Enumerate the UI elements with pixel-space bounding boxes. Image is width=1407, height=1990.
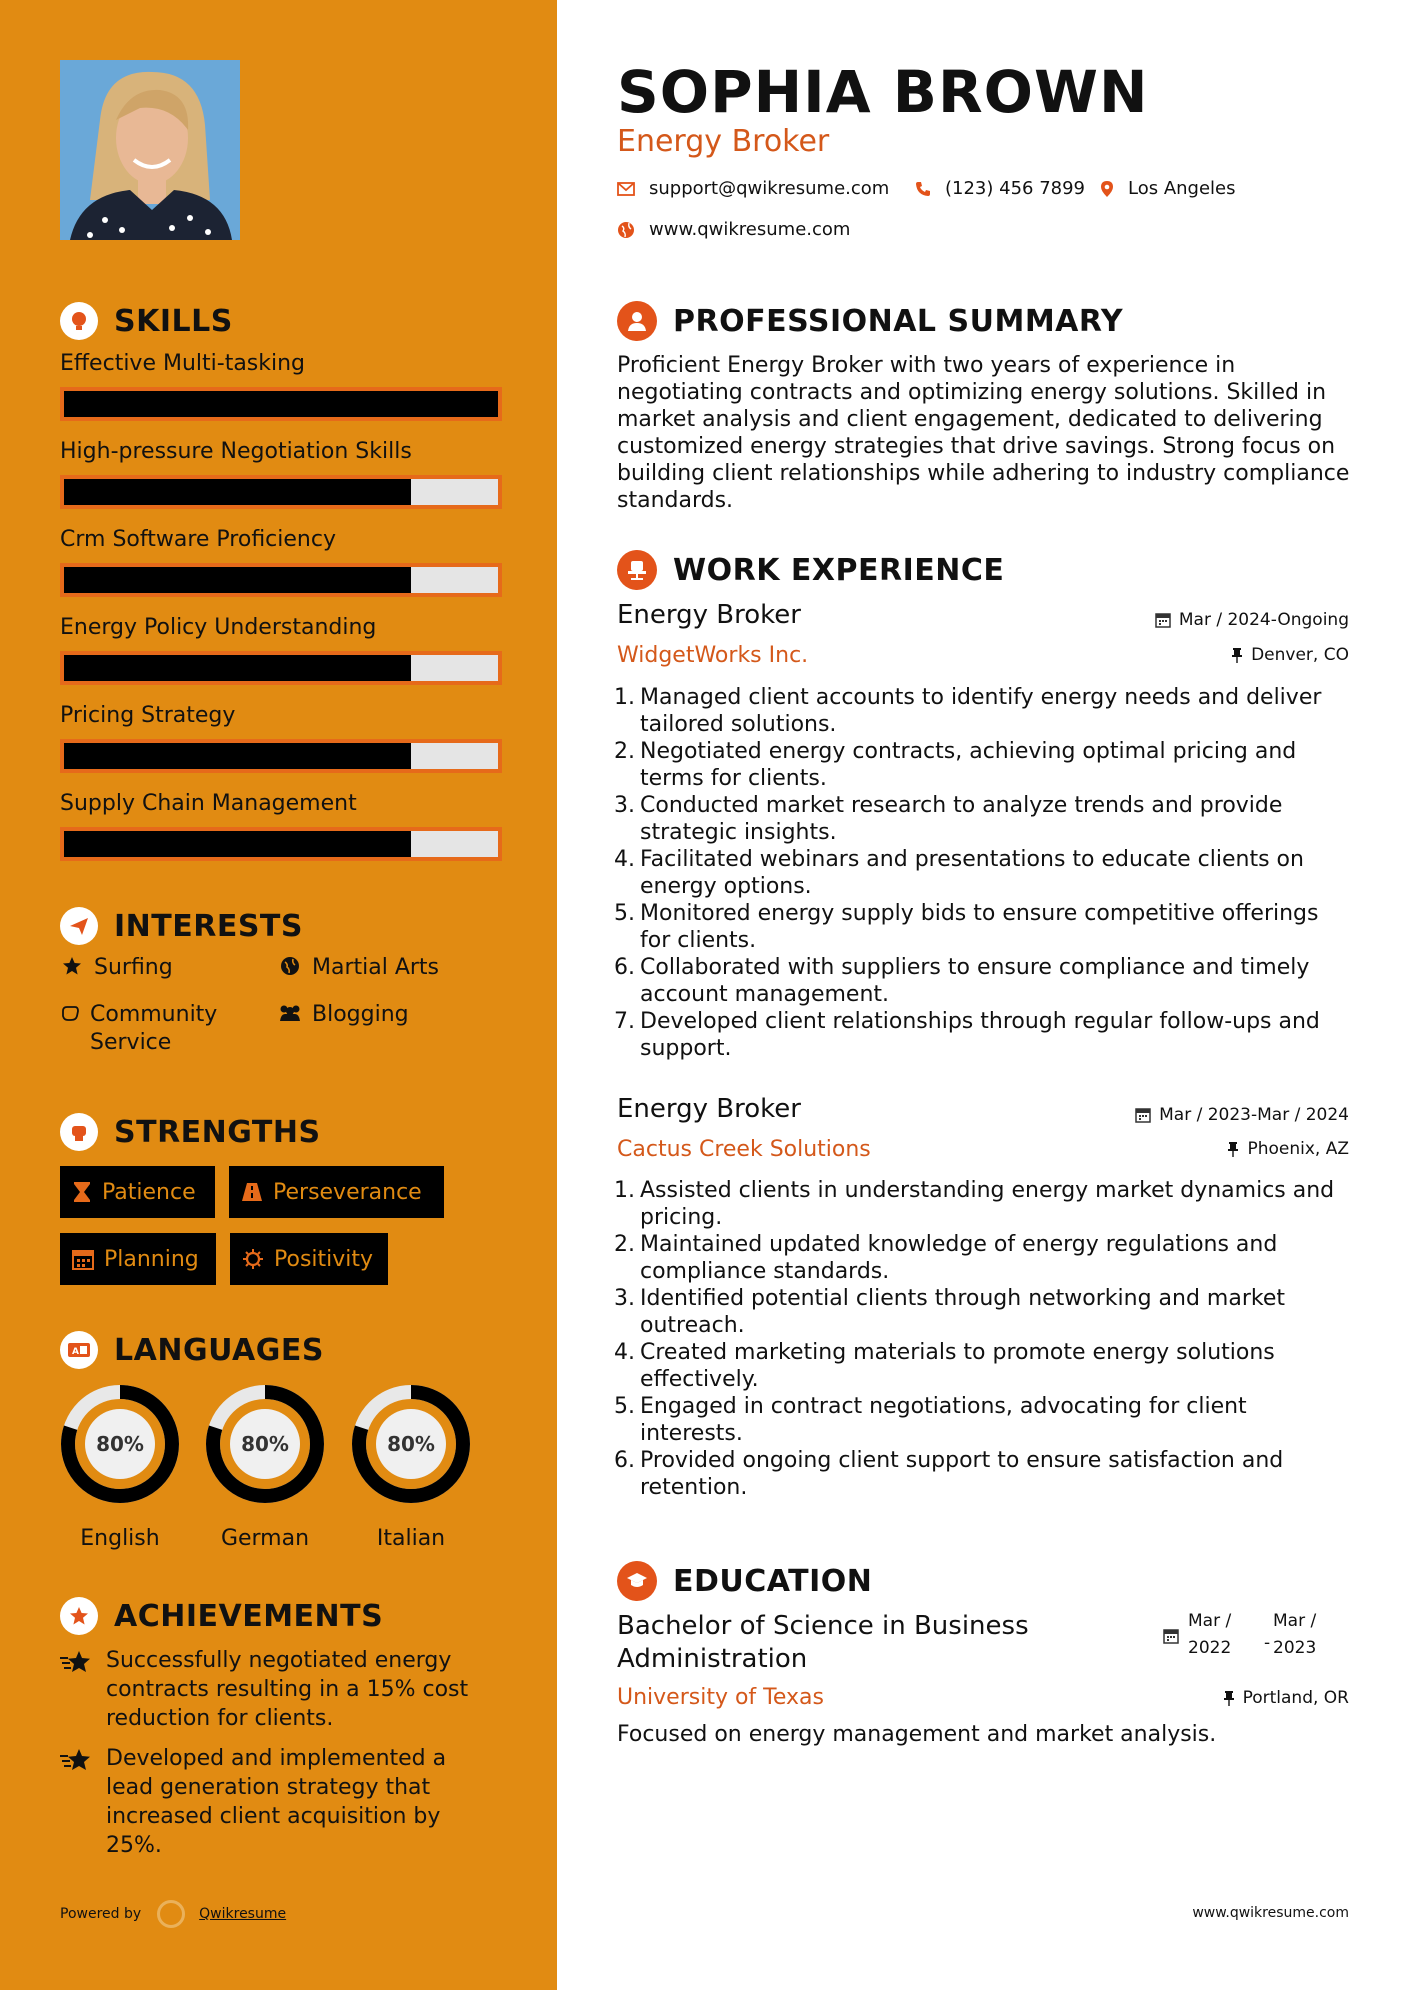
strengths-section [60, 1112, 505, 1296]
interest-label: Community Service [90, 1002, 218, 1055]
globe-icon [617, 221, 635, 239]
profile-photo [60, 60, 240, 240]
skill-item [60, 701, 505, 773]
interests-grid [60, 954, 505, 1074]
skill-item [60, 349, 505, 421]
strength-badge [229, 1166, 444, 1218]
skill-item [60, 525, 505, 597]
education-title: EDUCATION [673, 1563, 873, 1599]
interests-header [60, 906, 505, 946]
education-date-separator: - [1264, 1633, 1271, 1653]
job-bullet: 1. Managed client accounts to identify energy needs and deliver tailored solutions. [614, 685, 1322, 737]
interest-item [60, 954, 173, 982]
skill-label: Supply Chain Management [60, 791, 357, 816]
skill-fill [64, 391, 498, 417]
summary-title: PROFESSIONAL SUMMARY [673, 303, 1124, 339]
job-location-text: Phoenix, AZ [1247, 1139, 1349, 1159]
achievements-section [60, 1596, 505, 1866]
trophy-star-icon [60, 1744, 94, 1860]
job-bullets [610, 684, 1355, 1062]
language-percent: 80% [376, 1409, 446, 1479]
education-start-date: Mar / 2022 [1188, 1611, 1232, 1658]
interest-label: Martial Arts [312, 955, 440, 980]
skill-fill [64, 831, 411, 857]
skills-header [60, 301, 505, 341]
interest-label: Surfing [94, 955, 173, 980]
skills-section [60, 301, 505, 877]
sun-icon [242, 1248, 264, 1270]
job-bullet: 5. Engaged in contract negotiations, advocating for client interests. [614, 1394, 1247, 1446]
candidate-name: SOPHIA BROWN [617, 58, 1149, 126]
interest-item [278, 1001, 409, 1029]
footer-website[interactable]: www.qwikresume.com [1192, 1905, 1349, 1921]
language-name: English [80, 1526, 160, 1551]
job-bullet: 6. Collaborated with suppliers to ensure compliance and timely account management. [614, 955, 1310, 1007]
road-icon [241, 1182, 263, 1202]
job-bullet: 3. Conducted market research to analyze trends and provide strategic insights. [614, 793, 1283, 845]
skill-bar [60, 563, 502, 597]
powered-by [60, 1900, 286, 1928]
strengths-header [60, 1112, 505, 1152]
interest-item [60, 1001, 260, 1057]
hourglass-icon [72, 1181, 92, 1203]
achievement-item [60, 1744, 480, 1860]
education-degree: Bachelor of Science in Business Administration [617, 1611, 1029, 1674]
powered-by-label: Powered by [60, 1906, 142, 1922]
skills-list [60, 349, 505, 861]
trophy-star-icon [60, 1646, 94, 1733]
globe-icon [278, 954, 302, 982]
education-end-date: Mar / 2023 [1273, 1611, 1317, 1658]
strength-badge [60, 1166, 215, 1218]
language-ring [205, 1384, 325, 1504]
qwikresume-logo-icon [157, 1900, 185, 1928]
location-text: Los Angeles [1128, 178, 1236, 199]
job-company: Cactus Creek Solutions [617, 1137, 871, 1162]
job-bullets [610, 1177, 1355, 1501]
strength-label: Positivity [274, 1246, 374, 1272]
skill-bar [60, 651, 502, 685]
skill-fill [64, 655, 411, 681]
language-percent: 80% [85, 1409, 155, 1479]
language-name: Italian [376, 1526, 446, 1551]
language-item [205, 1384, 325, 1551]
job-dates-text: Mar / 2023-Mar / 2024 [1159, 1105, 1349, 1125]
skill-fill [64, 567, 411, 593]
user-icon [617, 301, 657, 341]
calendar-icon [1135, 1107, 1151, 1123]
skill-bar [60, 739, 502, 773]
interests-title: INTERESTS [114, 908, 303, 944]
skill-bar [60, 387, 502, 421]
language-ring [351, 1384, 471, 1504]
graduation-icon [617, 1561, 657, 1601]
skill-item [60, 789, 505, 861]
achievements-header [60, 1596, 505, 1636]
strength-label: Patience [102, 1179, 196, 1205]
strength-label: Perseverance [273, 1179, 422, 1205]
job-bullet: 6. Provided ongoing client support to ensure satisfaction and retention. [614, 1448, 1284, 1500]
job-location [1227, 1139, 1349, 1159]
strength-label: Planning [104, 1246, 199, 1272]
strengths-title: STRENGTHS [114, 1114, 321, 1150]
languages-grid [60, 1384, 505, 1564]
strength-badge [60, 1233, 216, 1285]
svg-text:A: A [72, 1347, 79, 1357]
job-location [1231, 645, 1349, 665]
contact-email[interactable] [617, 178, 889, 199]
pushpin-icon [1227, 1141, 1239, 1157]
achievement-item [60, 1646, 480, 1733]
education-header [617, 1560, 872, 1602]
award-icon [60, 1597, 98, 1635]
job-title: Energy Broker [617, 1094, 801, 1124]
strengths-grid [60, 1166, 505, 1296]
email-text: support@qwikresume.com [649, 178, 890, 199]
language-ring [60, 1384, 180, 1504]
website-text: www.qwikresume.com [649, 219, 851, 240]
paper-plane-icon [60, 907, 98, 945]
experience-header [617, 549, 1004, 591]
envelope-icon [617, 182, 635, 196]
skill-label: Effective Multi-tasking [60, 351, 306, 376]
hand-icon [60, 1001, 80, 1057]
education-location [1223, 1688, 1349, 1708]
contact-website[interactable] [617, 219, 850, 240]
education-school: University of Texas [617, 1685, 824, 1710]
interest-label: Blogging [312, 1002, 409, 1027]
summary-header [617, 300, 1123, 342]
experience-title: WORK EXPERIENCE [673, 552, 1005, 588]
language-item [351, 1384, 471, 1551]
job-dates [1135, 1105, 1349, 1125]
job-bullet: 7. Developed client relationships through regular follow-ups and support. [614, 1009, 1320, 1061]
job-bullet: 4. Facilitated webinars and presentations to educate clients on energy options. [614, 847, 1304, 899]
calendar-icon [1163, 1628, 1179, 1648]
achievement-text: Developed and implemented a lead generation strategy that increased client acquisition by 25%. [106, 1746, 447, 1858]
skill-fill [64, 743, 411, 769]
job-company: WidgetWorks Inc. [617, 643, 809, 668]
contact-phone[interactable] [915, 178, 1085, 199]
phone-text: (123) 456 7899 [945, 178, 1086, 199]
job-bullet: 2. Negotiated energy contracts, achieving optimal pricing and terms for clients. [614, 739, 1297, 791]
phone-icon [915, 181, 931, 197]
job-bullet: 1. Assisted clients in understanding energy market dynamics and pricing. [614, 1178, 1335, 1230]
pushpin-icon [1223, 1690, 1235, 1706]
achievement-text: Successfully negotiated energy contracts resulting in a 15% cost reduction for clients. [106, 1648, 469, 1731]
language-name: German [220, 1526, 310, 1551]
job-bullet: 5. Monitored energy supply bids to ensure competitive offerings for clients. [614, 901, 1319, 953]
skill-item [60, 437, 505, 509]
calendar-icon [1155, 612, 1171, 628]
skill-fill [64, 479, 411, 505]
languages-title: LANGUAGES [114, 1332, 324, 1368]
language-item [60, 1384, 180, 1551]
users-icon [278, 1001, 302, 1029]
job-title: Energy Broker [617, 600, 801, 630]
job-bullet: 4. Created marketing materials to promote energy solutions effectively. [614, 1340, 1275, 1392]
languages-section [60, 1330, 505, 1564]
strength-badge [230, 1233, 388, 1285]
sidebar [0, 0, 557, 1990]
pushpin-icon [1231, 647, 1243, 663]
job-bullet: 2. Maintained updated knowledge of energy regulations and compliance standards. [614, 1232, 1278, 1284]
office-chair-icon [617, 550, 657, 590]
skill-bar [60, 475, 502, 509]
job-location-text: Denver, CO [1251, 645, 1349, 665]
job-bullet: 3. Identified potential clients through networking and market outreach. [614, 1286, 1286, 1338]
interest-item [278, 954, 439, 982]
job-dates-text: Mar / 2024-Ongoing [1178, 610, 1349, 630]
language-percent: 80% [230, 1409, 300, 1479]
skill-label: Energy Policy Understanding [60, 615, 377, 640]
calendar-icon [72, 1248, 94, 1270]
contact-location [1100, 178, 1236, 199]
interests-section [60, 906, 505, 1074]
skill-label: High-pressure Negotiation Skills [60, 439, 412, 464]
skill-item [60, 613, 505, 685]
powered-by-link[interactable]: Qwikresume [199, 1906, 287, 1922]
candidate-role: Energy Broker [617, 124, 830, 159]
job-dates [1155, 610, 1349, 630]
language-icon [60, 1331, 98, 1369]
lightbulb-icon [60, 302, 98, 340]
fist-icon [60, 1113, 98, 1151]
skill-label: Pricing Strategy [60, 703, 236, 728]
star-icon [60, 954, 84, 982]
skill-label: Crm Software Proficiency [60, 527, 336, 552]
summary-text: Proficient Energy Broker with two years of experience in negotiating contracts and optimizing energy solutions. Skilled in market analysis and client engagement, dedicated to delivering customized energy strategies that drive savings. Strong focus on building client relationships while adhering to industry compliance standards. [617, 353, 1350, 513]
education-description: Focused on energy management and market analysis. [617, 1722, 1217, 1747]
skill-bar [60, 827, 502, 861]
achievements-title: ACHIEVEMENTS [114, 1598, 384, 1634]
languages-header [60, 1330, 505, 1370]
skills-title: SKILLS [114, 303, 233, 339]
education-location-text: Portland, OR [1242, 1688, 1349, 1708]
map-pin-icon [1100, 180, 1114, 198]
